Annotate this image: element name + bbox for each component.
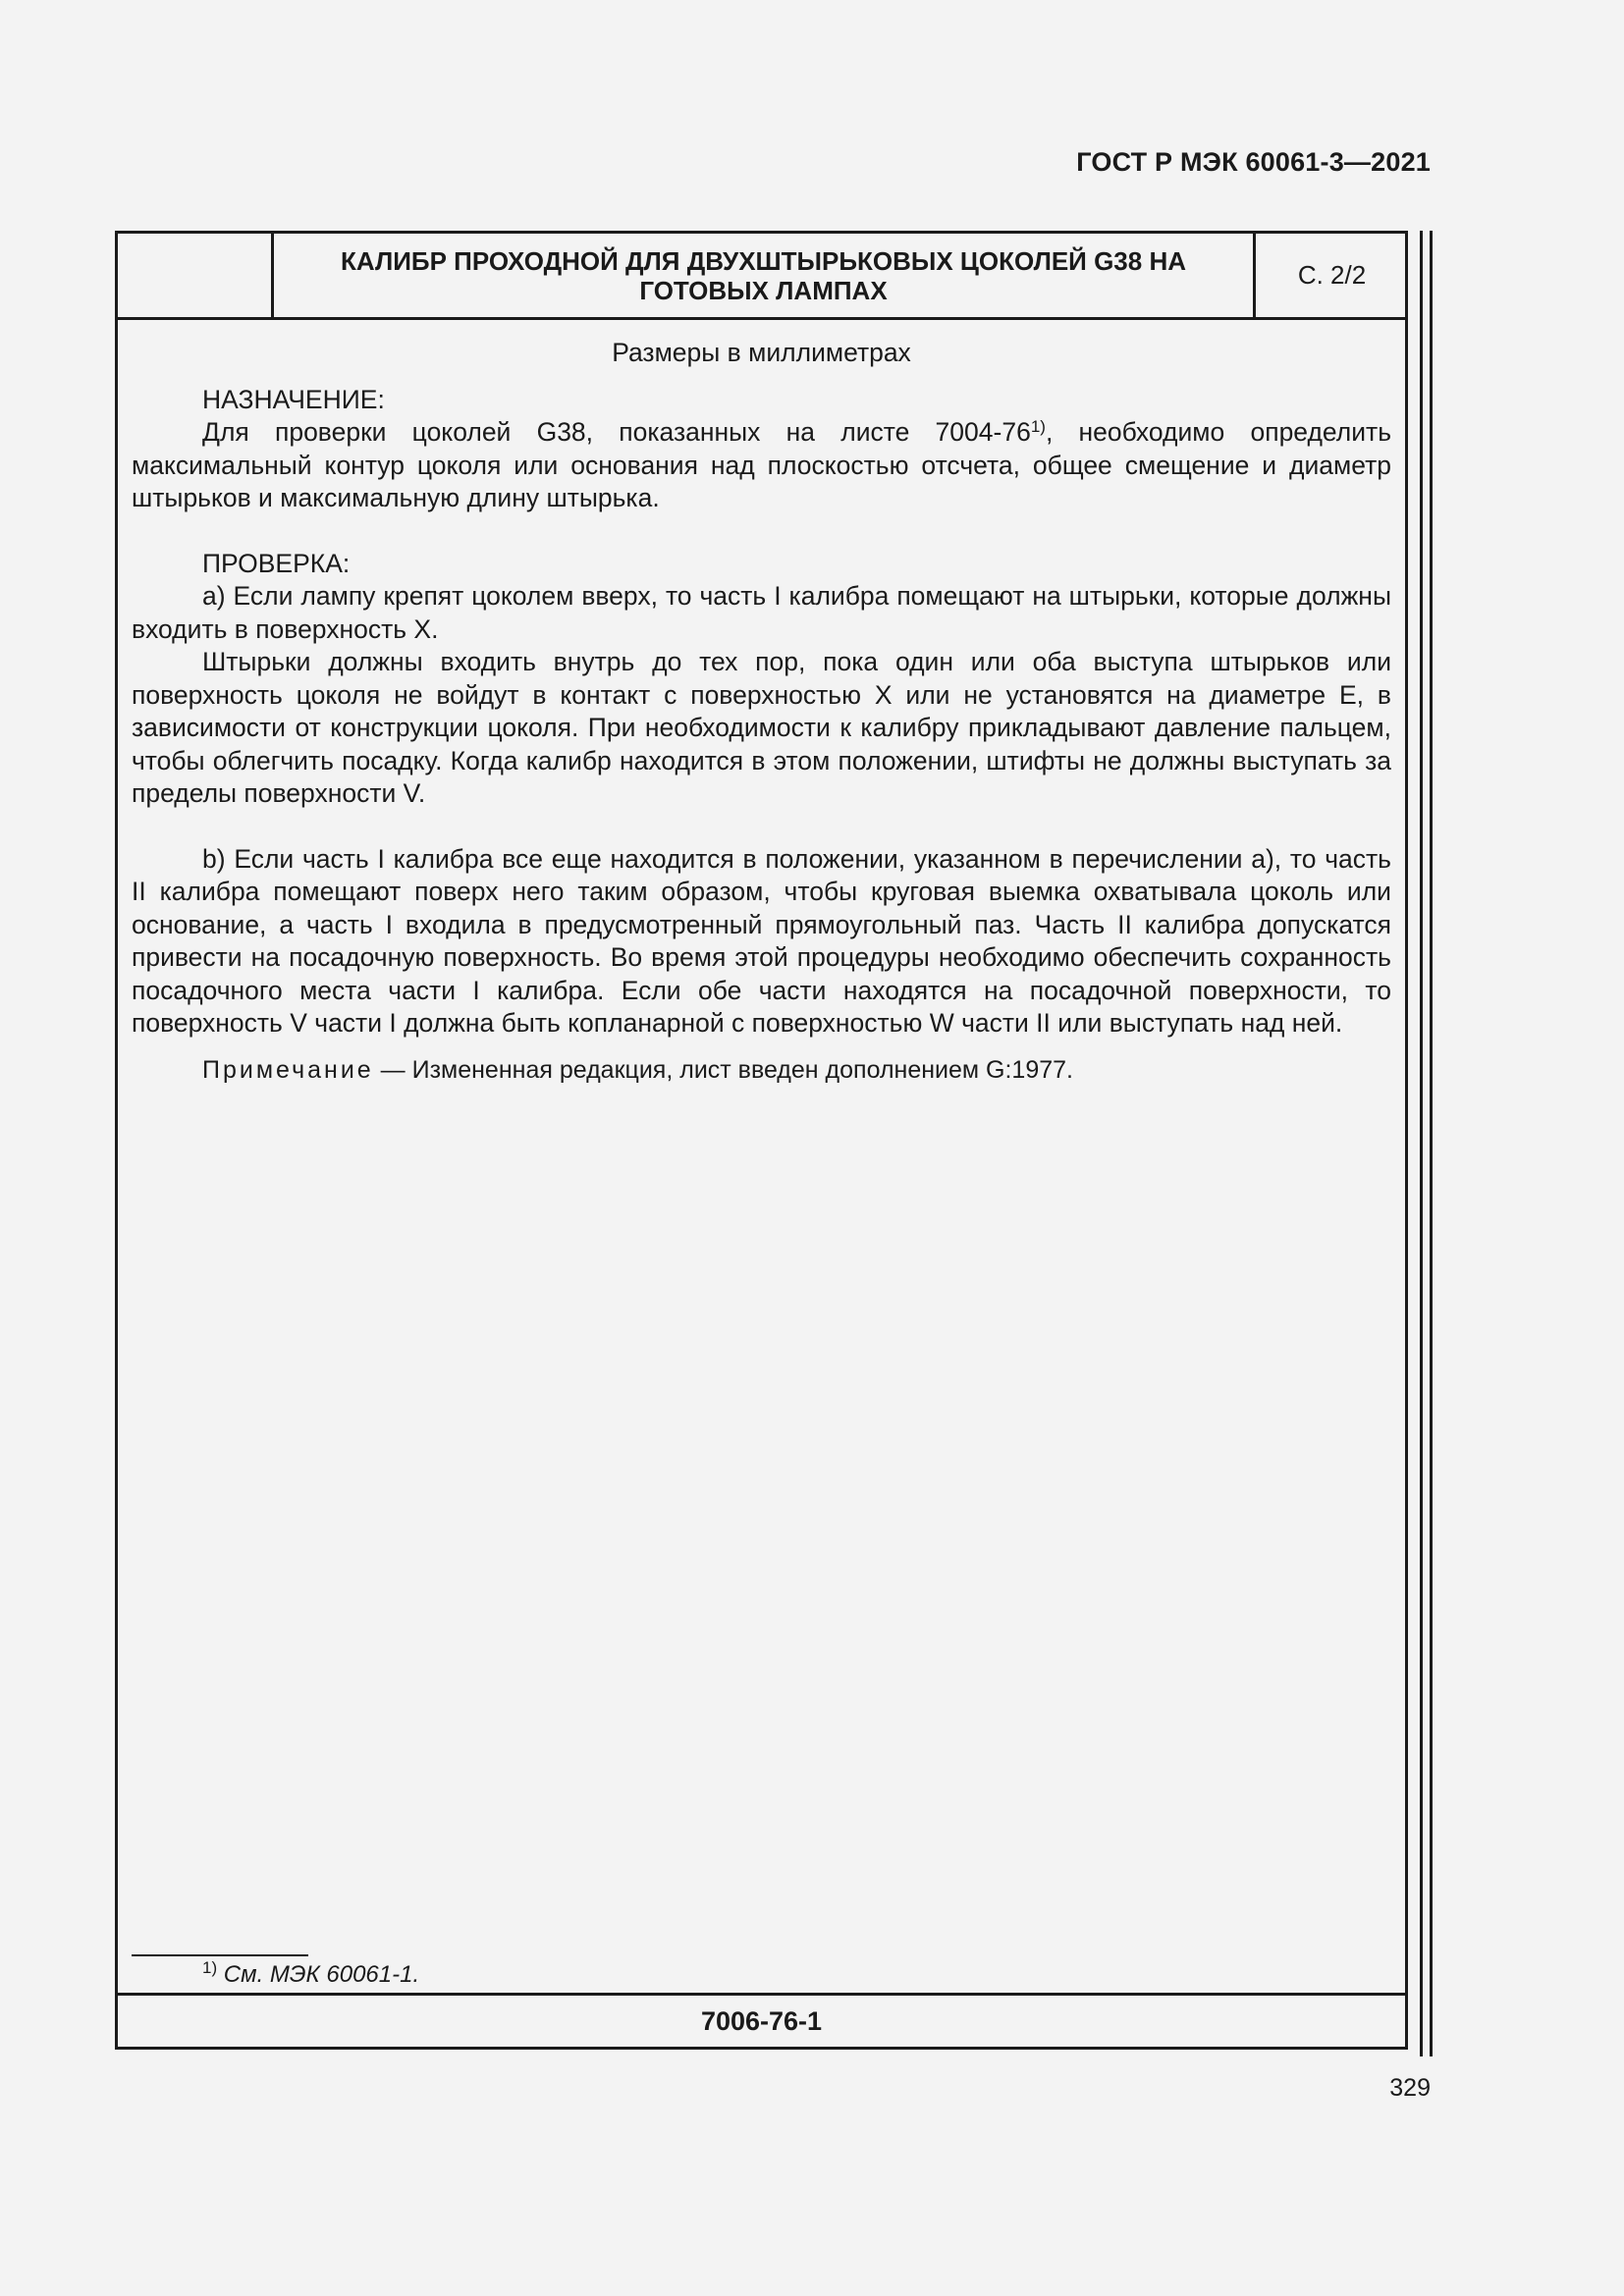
spacer (132, 811, 1391, 843)
check-paragraph-a2: Штырьки должны входить внутрь до тех пор, пока один или оба выступа штырьков или поверхность цоколя не войдут в контакт с поверхностью Х или не установятся на диаметре Е, в зависимости от конструкции цоколя. При необходимости к калибру прикладывают давление пальцем, чтобы облегчить посадку. Когда калибр находится в этом положении, штифты не должны выступать за пределы поверхности V. (132, 647, 1391, 808)
sheet-title: КАЛИБР ПРОХОДНОЙ ДЛЯ ДВУХШТЫРЬКОВЫХ ЦОКОЛЕЙ G38 НА ГОТОВЫХ ЛАМПАХ (274, 234, 1256, 317)
footnote (202, 1958, 420, 1989)
spacer (132, 515, 1391, 548)
sheet-id: 7006-76-1 (118, 1993, 1405, 2047)
purpose-text-start: Для проверки цоколей G38, показанных на листе 7004-76 (202, 417, 1031, 447)
purpose-label: НАЗНАЧЕНИЕ: (202, 384, 385, 414)
footnote-text: См. МЭК 60061-1. (217, 1961, 420, 1988)
check-paragraph-a: a) Если лампу крепят цоколем вверх, то часть I калибра помещают на штырьки, которые должны входить в поверхность Х. (132, 581, 1391, 644)
sheet-frame (115, 231, 1408, 2050)
note-text: — Измененная редакция, лист введен дополнением G:1977. (373, 1055, 1073, 1084)
footnote-marker: 1) (202, 1958, 218, 1977)
page-number: 329 (1389, 2074, 1431, 2102)
document-code: ГОСТ Р МЭК 60061-3—2021 (1076, 147, 1431, 177)
sheet-content (132, 337, 1391, 1087)
binding-line (1420, 231, 1423, 2056)
header-empty-cell (118, 234, 274, 317)
note-label: Примечание (202, 1055, 374, 1084)
sheet-page-indicator: С. 2/2 (1297, 260, 1367, 290)
units-note: Размеры в миллиметрах (612, 338, 911, 367)
binding-line (1430, 231, 1433, 2056)
note-paragraph (132, 1054, 1391, 1088)
purpose-text-end: , необходимо определить максимальный контур цоколя или основания над плоскостью отсчета, общее смещение и диаметр штырьков и максимальную длину штырька. (132, 417, 1391, 512)
footnote-divider (132, 1954, 308, 1956)
header-row (118, 234, 1405, 320)
check-label: ПРОВЕРКА: (202, 548, 351, 578)
purpose-paragraph (132, 416, 1391, 515)
footnote-reference: 1) (1030, 417, 1046, 436)
check-paragraph-b: b) Если часть I калибра все еще находится в положении, указанном в перечислении а), то часть II калибра помещают поверх него таким образом, чтобы круговая выемка охватывала цоколь или основание, а часть I входила в предусмотренный прямоугольный паз. Часть II калибра допускатся привести на посадочную поверхность. Во время этой процедуры необходимо обеспечить сохранность посадочного места части I калибра. Если обе части находятся на посадочной поверхности, то поверхность V части I должна быть копланарной с поверхностью W части II или выступать над ней. (132, 843, 1391, 1038)
